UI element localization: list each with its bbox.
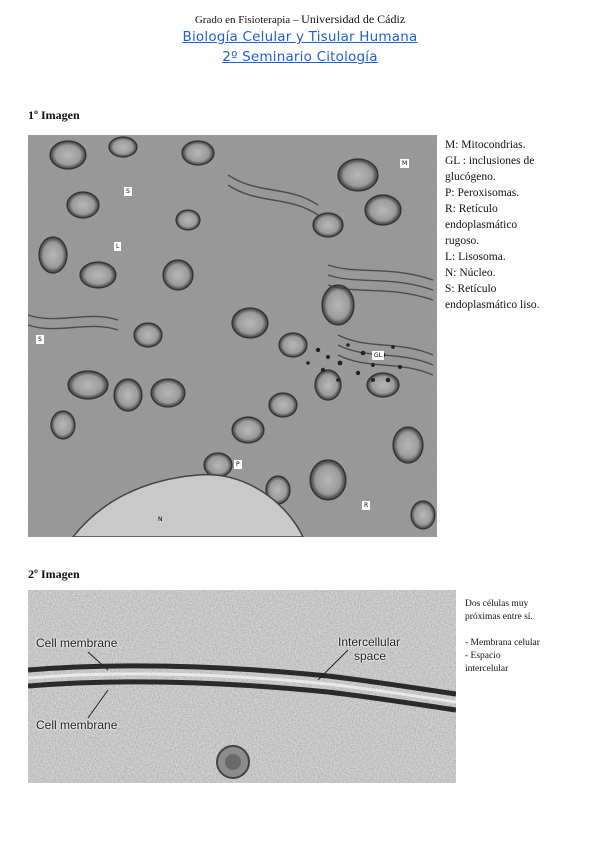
legend2-item-2: - Espacio <box>465 651 501 661</box>
program-name: Grado en Fisioterapia <box>194 14 291 26</box>
legend2-intro-1: Dos células muy <box>465 599 529 609</box>
legend-line: R: Retículo <box>445 203 498 215</box>
legend-image-1 <box>445 137 580 313</box>
label-cell-membrane-top: Cell membrane <box>36 636 118 650</box>
course-title[interactable]: Biología Celular y Tisular Humana <box>182 29 418 45</box>
legend-line: S: Retículo <box>445 283 497 295</box>
label-cell-membrane-bottom: Cell membrane <box>36 718 118 732</box>
micrograph-1-drawing <box>28 135 437 537</box>
label-space: space <box>354 649 387 663</box>
legend2-item-1: - Membrana celular <box>465 638 540 648</box>
header-line <box>0 12 600 27</box>
micrograph-2 <box>28 590 456 783</box>
section1-heading: 1º Imagen <box>28 108 80 122</box>
legend-line: P: Peroxisomas. <box>445 187 520 199</box>
legend-line: N: Núcleo. <box>445 267 496 279</box>
label-intercellular: Intercellular <box>338 635 401 649</box>
section2-heading: 2º Imagen <box>28 567 80 581</box>
legend-line: endoplasmático liso. <box>445 299 540 311</box>
label-gl: GL <box>374 352 382 359</box>
page-header <box>0 12 600 67</box>
legend-image-2 <box>465 598 590 676</box>
legend-line: M: Mitocondrias. <box>445 139 526 151</box>
label-s-left: S <box>38 336 42 343</box>
header-separator: – <box>292 14 299 26</box>
legend2-intro-2: próximas entre sí. <box>465 612 533 622</box>
legend2-gap <box>465 624 590 637</box>
legend-line: L: Lisosoma. <box>445 251 506 263</box>
label-n: N <box>158 516 163 523</box>
label-s-top: S <box>126 188 130 195</box>
label-p: P <box>236 461 240 468</box>
legend-line: endoplasmático <box>445 219 518 231</box>
micrograph-2-drawing <box>28 590 456 783</box>
label-l: L <box>116 243 120 250</box>
legend-line: GL : inclusiones de <box>445 155 535 167</box>
legend2-item-3: intercelular <box>465 664 509 674</box>
legend-line: rugoso. <box>445 235 480 247</box>
micrograph-1 <box>28 135 437 537</box>
label-r: R <box>364 502 369 509</box>
university-name: Universidad de Cádiz <box>301 12 406 26</box>
seminar-title[interactable]: 2º Seminario Citología <box>222 49 378 65</box>
label-m: M <box>402 160 408 167</box>
legend-line: glucógeno. <box>445 171 496 183</box>
